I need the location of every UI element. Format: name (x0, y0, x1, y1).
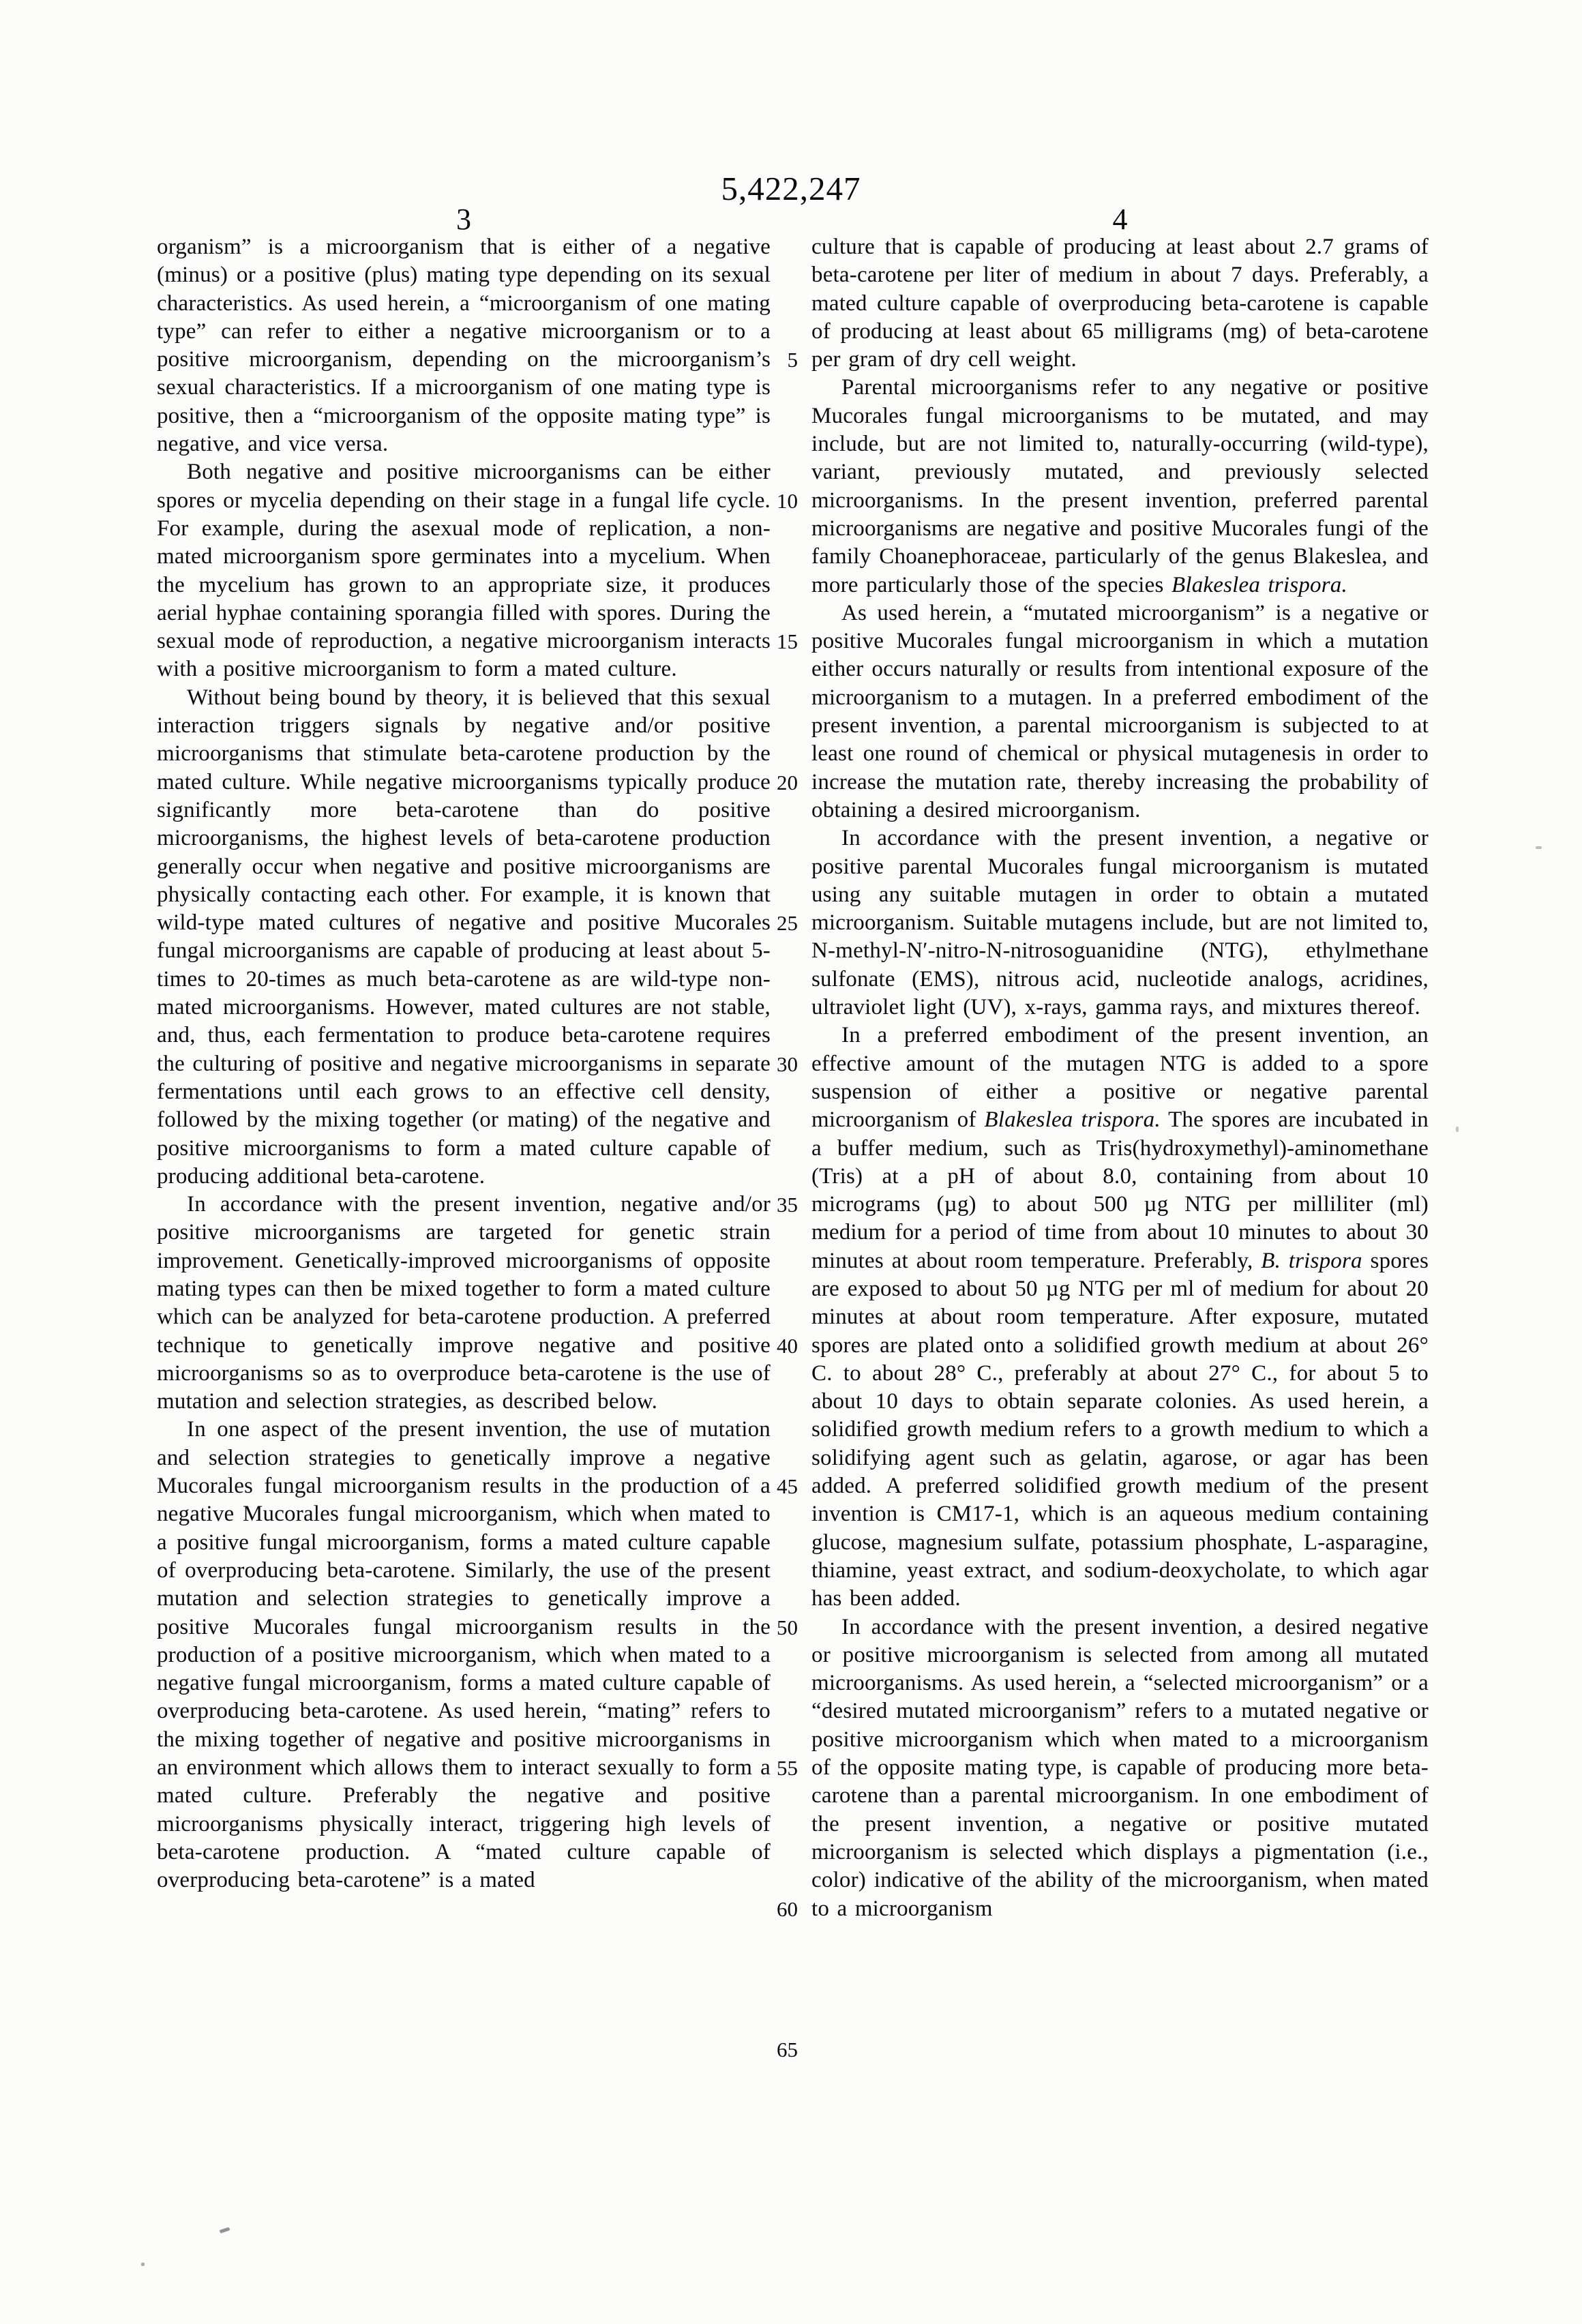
line-number-gutter (757, 233, 798, 2211)
text-segment: Parental microorganisms refer to any negative or positive Mucorales fungal microorganisms to be mutated, and may include, but are not limited to, naturally-occurring (wild-type), variant, previously mutated, and previously selected microorganisms. In the present invention, preferred parental microorganisms are negative and positive Mucorales fungi of the family Choanephoraceae, particularly of the genus Blakeslea, and more particularly those of the species (811, 375, 1429, 597)
paragraph (811, 1613, 1429, 1923)
line-number: 45 (777, 1474, 798, 1499)
text-segment: organism” is a microorganism that is either of a negative (minus) or a positive (plus) mating type depending on its sexual characteristics. As used herein, a “microorganism of one mating type” can refer to either a negative microorganism or to a positive microorganism, depending on the microorganism’s sexual characteristics. If a microorganism of one mating type is positive, then a “microorganism of the opposite mating type” is negative, and vice versa. (157, 235, 771, 457)
scan-speck (1536, 846, 1542, 849)
line-number: 5 (787, 348, 798, 372)
line-number: 15 (777, 629, 798, 654)
line-number: 10 (777, 488, 798, 513)
paragraph (811, 374, 1429, 599)
text-segment: As used herein, a “mutated microorganism” is a negative or positive Mucorales fungal microorganism in which a mutation either occurs naturally or results from intentional exposure of the microorganism to a mutagen. In a preferred embodiment of the present invention, a parental microorganism is subjected to at least one round of chemical or physical mutagenesis in order to increase the mutation rate, thereby increasing the probability of obtaining a desired microorganism. (811, 600, 1429, 822)
line-number: 40 (777, 1333, 798, 1358)
scan-speck (1456, 1127, 1459, 1132)
text-segment: In a preferred embodiment of the present invention, an effective amount of the mutagen NTG is added to a spore suspension of either a positive or negative parental microorganism of (811, 1023, 1429, 1133)
text-segment: In accordance with the present invention, a negative or positive parental Mucorales fungal microorganism is mutated using any suitable mutagen in order to obtain a mutated microorganism. Suitable mutagens include, but are not limited to, N-methyl-N′-nitro-N-nitrosoguanidine (NTG), ethylmethane sulfonate (EMS), nitrous acid, nucleotide analogs, acridines, ultraviolet light (UV), x-rays, gamma rays, and mixtures thereof. (811, 826, 1429, 1020)
paragraph (157, 684, 771, 1191)
text-segment: culture that is capable of producing at least about 2.7 grams of beta-carotene per liter of medium in about 7 days. Preferably, a mated culture capable of overproducing beta-carotene is capable of producing at least about 65 milligrams (mg) of beta-carotene per gram of dry cell weight. (811, 235, 1429, 372)
text-segment: The spores are incubated in a buffer medium, such as Tris(hydroxymethyl)-aminomethane (Tris) at a pH of about 8.0, containing from about 10 micrograms (µg) to about 500 µg NTG per milliliter (ml) medium for a period of time from about 10 minutes to about 30 minutes at about room temperature. Preferably, (811, 1107, 1429, 1273)
text-segment: In accordance with the present invention, negative and/or positive microorganisms are targeted for genetic strain improvement. Genetically-improved microorganisms of opposite mating types can then be mixed together to form a mated culture which can be analyzed for beta-carotene production. A preferred technique to genetically improve negative and positive microorganisms so as to overproduce beta-carotene is the use of mutation and selection strategies, as described below. (157, 1192, 771, 1414)
text-segment: Both negative and positive microorganisms can be either spores or mycelia depending on their stage in a fungal life cycle. For example, during the asexual mode of replication, a non-mated microorganism spore germinates into a mycelium. When the mycelium has grown to an appropriate size, it produces aerial hyphae containing sporangia filled with spores. During the sexual mode of reproduction, a negative microorganism interacts with a positive microorganism to form a mated culture. (157, 460, 771, 682)
paragraph (157, 1416, 771, 1894)
column-right-text (811, 233, 1429, 1923)
line-number: 50 (777, 1615, 798, 1639)
text-segment: In one aspect of the present invention, the use of mutation and selection strategies to genetically improve a negative Mucorales fungal microorganism results in the production of a negative Mucorales fungal microorganism, which when mated to a positive fungal microorganism, forms a mated culture capable of overproducing beta-carotene. Similarly, the use of the present mutation and selection strategies to genetically improve a positive Mucorales fungal microorganism results in the production of a positive microorganism, which when mated to a negative fungal microorganism, forms a mated culture capable of overproducing beta-carotene. As used herein, “mating” refers to the mixing together of negative and positive microorganisms in an environment which allows them to interact sexually to form a mated culture. Preferably the negative and positive microorganisms physically interact, triggering high levels of beta-carotene production. A “mated culture capable of overproducing beta-carotene” is a mated (157, 1417, 771, 1893)
italic-text-segment: B. trispora (1261, 1248, 1362, 1273)
scan-speck (220, 2227, 230, 2233)
line-number: 55 (777, 1756, 798, 1781)
italic-text-segment: Blakeslea trispora. (1171, 572, 1347, 597)
scan-speck (141, 2263, 145, 2266)
paragraph (811, 599, 1429, 824)
line-number: 25 (777, 911, 798, 936)
text-segment: In accordance with the present invention, a desired negative or positive microorganism is selected from among all mutated microorganisms. As used herein, a “selected microorganism” or a “desired mutated microorganism” refers to a mutated negative or positive microorganism which when mated to a microorganism of the opposite mating type, is capable of producing more beta-carotene than a parental microorganism. In one embodiment of the present invention, a negative or positive mutated microorganism is selected which displays a pigmentation (i.e., color) indicative of the ability of the microorganism, when mated to a microorganism (811, 1614, 1429, 1921)
line-number: 60 (777, 1896, 798, 1921)
line-number: 20 (777, 770, 798, 794)
column-number-right: 4 (1112, 203, 1128, 236)
paragraph (811, 233, 1429, 374)
paragraph (811, 824, 1429, 1022)
paragraph (157, 458, 771, 683)
patent-number: 5,422,247 (721, 170, 861, 207)
line-number: 30 (777, 1052, 798, 1076)
italic-text-segment: Blakeslea trispora. (984, 1107, 1161, 1133)
line-number: 65 (777, 2038, 798, 2062)
line-number: 35 (777, 1193, 798, 1217)
column-number-left: 3 (456, 203, 471, 236)
column-left-text (157, 233, 771, 1895)
paragraph (811, 1022, 1429, 1613)
paragraph (157, 233, 771, 458)
text-segment: spores are exposed to about 50 µg NTG per ml of medium for about 20 minutes at about room temperature. After exposure, mutated spores are plated onto a solidified growth medium at about 26° C. to about 28° C., preferably at about 27° C., for about 5 to about 10 days to obtain separate colonies. As used herein, a solidified growth medium refers to a growth medium to which a solidifying agent such as gelatin, agarose, or agar has been added. A preferred solidified growth medium of the present invention is CM17-1, which is an aqueous medium containing glucose, magnesium sulfate, potassium phosphate, L-asparagine, thiamine, yeast extract, and sodium-deoxycholate, to which agar has been added. (811, 1248, 1429, 1611)
text-segment: Without being bound by theory, it is believed that this sexual interaction triggers signals by negative and/or positive microorganisms that stimulate beta-carotene production by the mated culture. While negative microorganisms typically produce significantly more beta-carotene than do positive microorganisms, the highest levels of beta-carotene production generally occur when negative and positive microorganisms are physically contacting each other. For example, it is known that wild-type mated cultures of negative and positive Mucorales fungal microorganisms are capable of producing at least about 5-times to 20-times as much beta-carotene as are wild-type non-mated microorganisms. However, mated cultures are not stable, and, thus, each fermentation to produce beta-carotene requires the culturing of positive and negative microorganisms in separate fermentations until each grows to an effective cell density, followed by the mixing together (or mating) of the negative and positive microorganisms to form a mated culture capable of producing additional beta-carotene. (157, 685, 771, 1189)
paragraph (157, 1191, 771, 1416)
